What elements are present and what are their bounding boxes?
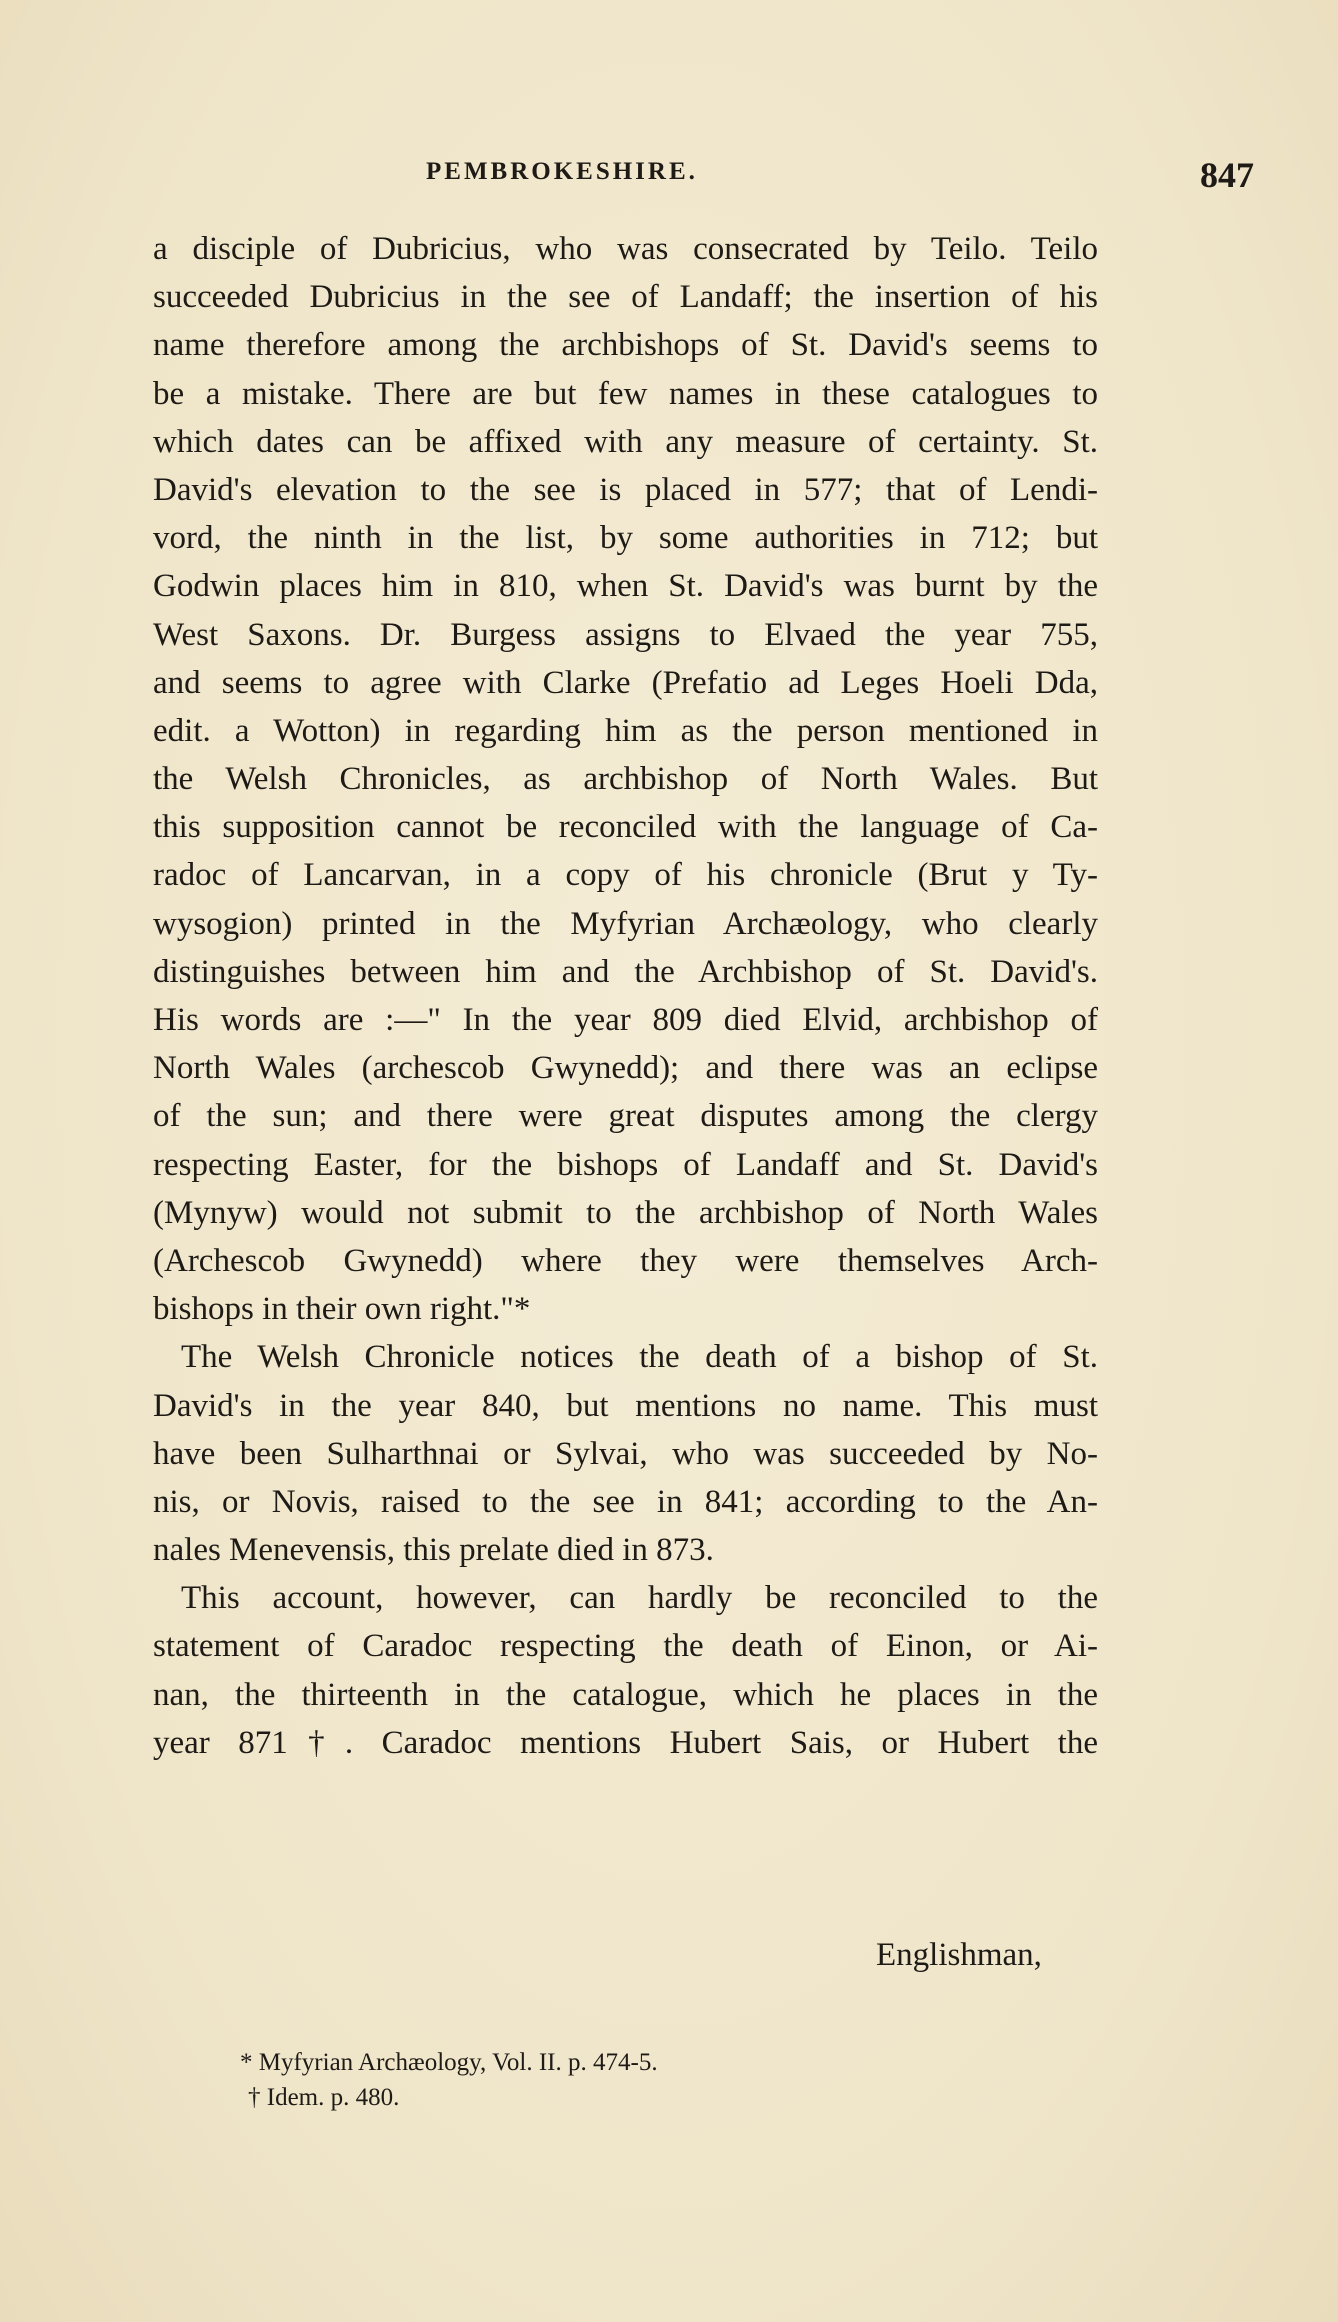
- text-line: of the sun; and there were great disputes among the clergy: [153, 1098, 1098, 1135]
- body-text: [153, 225, 1098, 1767]
- text-line: bishops in their own right."*: [153, 1291, 531, 1328]
- text-line: Godwin places him in 810, when St. David's was burnt by the: [153, 568, 1098, 605]
- footnote: † Idem. p. 480.: [248, 2084, 400, 2111]
- text-line: nis, or Novis, raised to the see in 841; according to the An-: [153, 1483, 1098, 1520]
- text-line: respecting Easter, for the bishops of Landaff and St. David's: [153, 1146, 1098, 1183]
- text-line: a disciple of Dubricius, who was consecrated by Teilo. Teilo: [153, 231, 1098, 267]
- text-line: His words are :—" In the year 809 died Elvid, archbishop of: [153, 1002, 1098, 1038]
- text-line: distinguishes between him and the Archbishop of St. David's.: [153, 953, 1098, 990]
- text-line: This account, however, can hardly be reconciled to the: [181, 1580, 1098, 1617]
- text-line: vord, the ninth in the list, by some authorities in 712; but: [153, 520, 1098, 557]
- page-number: 847: [1200, 155, 1254, 195]
- footnotes: [240, 2045, 1040, 2115]
- text-line: nan, the thirteenth in the catalogue, which he places in the: [153, 1676, 1098, 1713]
- text-line: statement of Caradoc respecting the death of Einon, or Ai-: [153, 1628, 1098, 1665]
- text-line: David's in the year 840, but mentions no name. This must: [153, 1387, 1098, 1424]
- text-line: year 871†. Caradoc mentions Hubert Sais, or Hubert the: [153, 1724, 1098, 1761]
- footnote: * Myfyrian Archæology, Vol. II. p. 474-5.: [240, 2049, 658, 2076]
- text-line: radoc of Lancarvan, in a copy of his chronicle (Brut y Ty-: [153, 857, 1098, 894]
- catchword: Englishman,: [876, 1937, 1042, 1973]
- running-head: [0, 155, 1338, 198]
- text-line: wysogion) printed in the Myfyrian Archæology, who clearly: [153, 905, 1098, 942]
- text-line: (Mynyw) would not submit to the archbishop of North Wales: [153, 1194, 1098, 1231]
- text-line: edit. a Wotton) in regarding him as the person mentioned in: [153, 712, 1098, 749]
- text-line: nales Menevensis, this prelate died in 873.: [153, 1532, 714, 1569]
- text-line: name therefore among the archbishops of St. David's seems to: [153, 327, 1098, 364]
- text-line: be a mistake. There are but few names in these catalogues to: [153, 375, 1098, 412]
- text-line: West Saxons. Dr. Burgess assigns to Elvaed the year 755,: [153, 616, 1098, 653]
- text-line: North Wales (archescob Gwynedd); and there was an eclipse: [153, 1050, 1098, 1087]
- text-line: succeeded Dubricius in the see of Landaff; the insertion of his: [153, 279, 1098, 316]
- running-title: PEMBROKESHIRE.: [426, 158, 698, 185]
- text-line: (Archescob Gwynedd) where they were themselves Arch-: [153, 1242, 1098, 1279]
- text-line: which dates can be affixed with any measure of certainty. St.: [153, 423, 1098, 460]
- text-line: the Welsh Chronicles, as archbishop of North Wales. But: [153, 761, 1098, 798]
- text-line: The Welsh Chronicle notices the death of a bishop of St.: [181, 1339, 1098, 1376]
- text-line: David's elevation to the see is placed in 577; that of Lendi-: [153, 471, 1098, 508]
- text-line: this supposition cannot be reconciled with the language of Ca-: [153, 809, 1098, 846]
- text-line: and seems to agree with Clarke (Prefatio ad Leges Hoeli Dda,: [153, 664, 1098, 701]
- text-line: have been Sulharthnai or Sylvai, who was succeeded by No-: [153, 1435, 1098, 1472]
